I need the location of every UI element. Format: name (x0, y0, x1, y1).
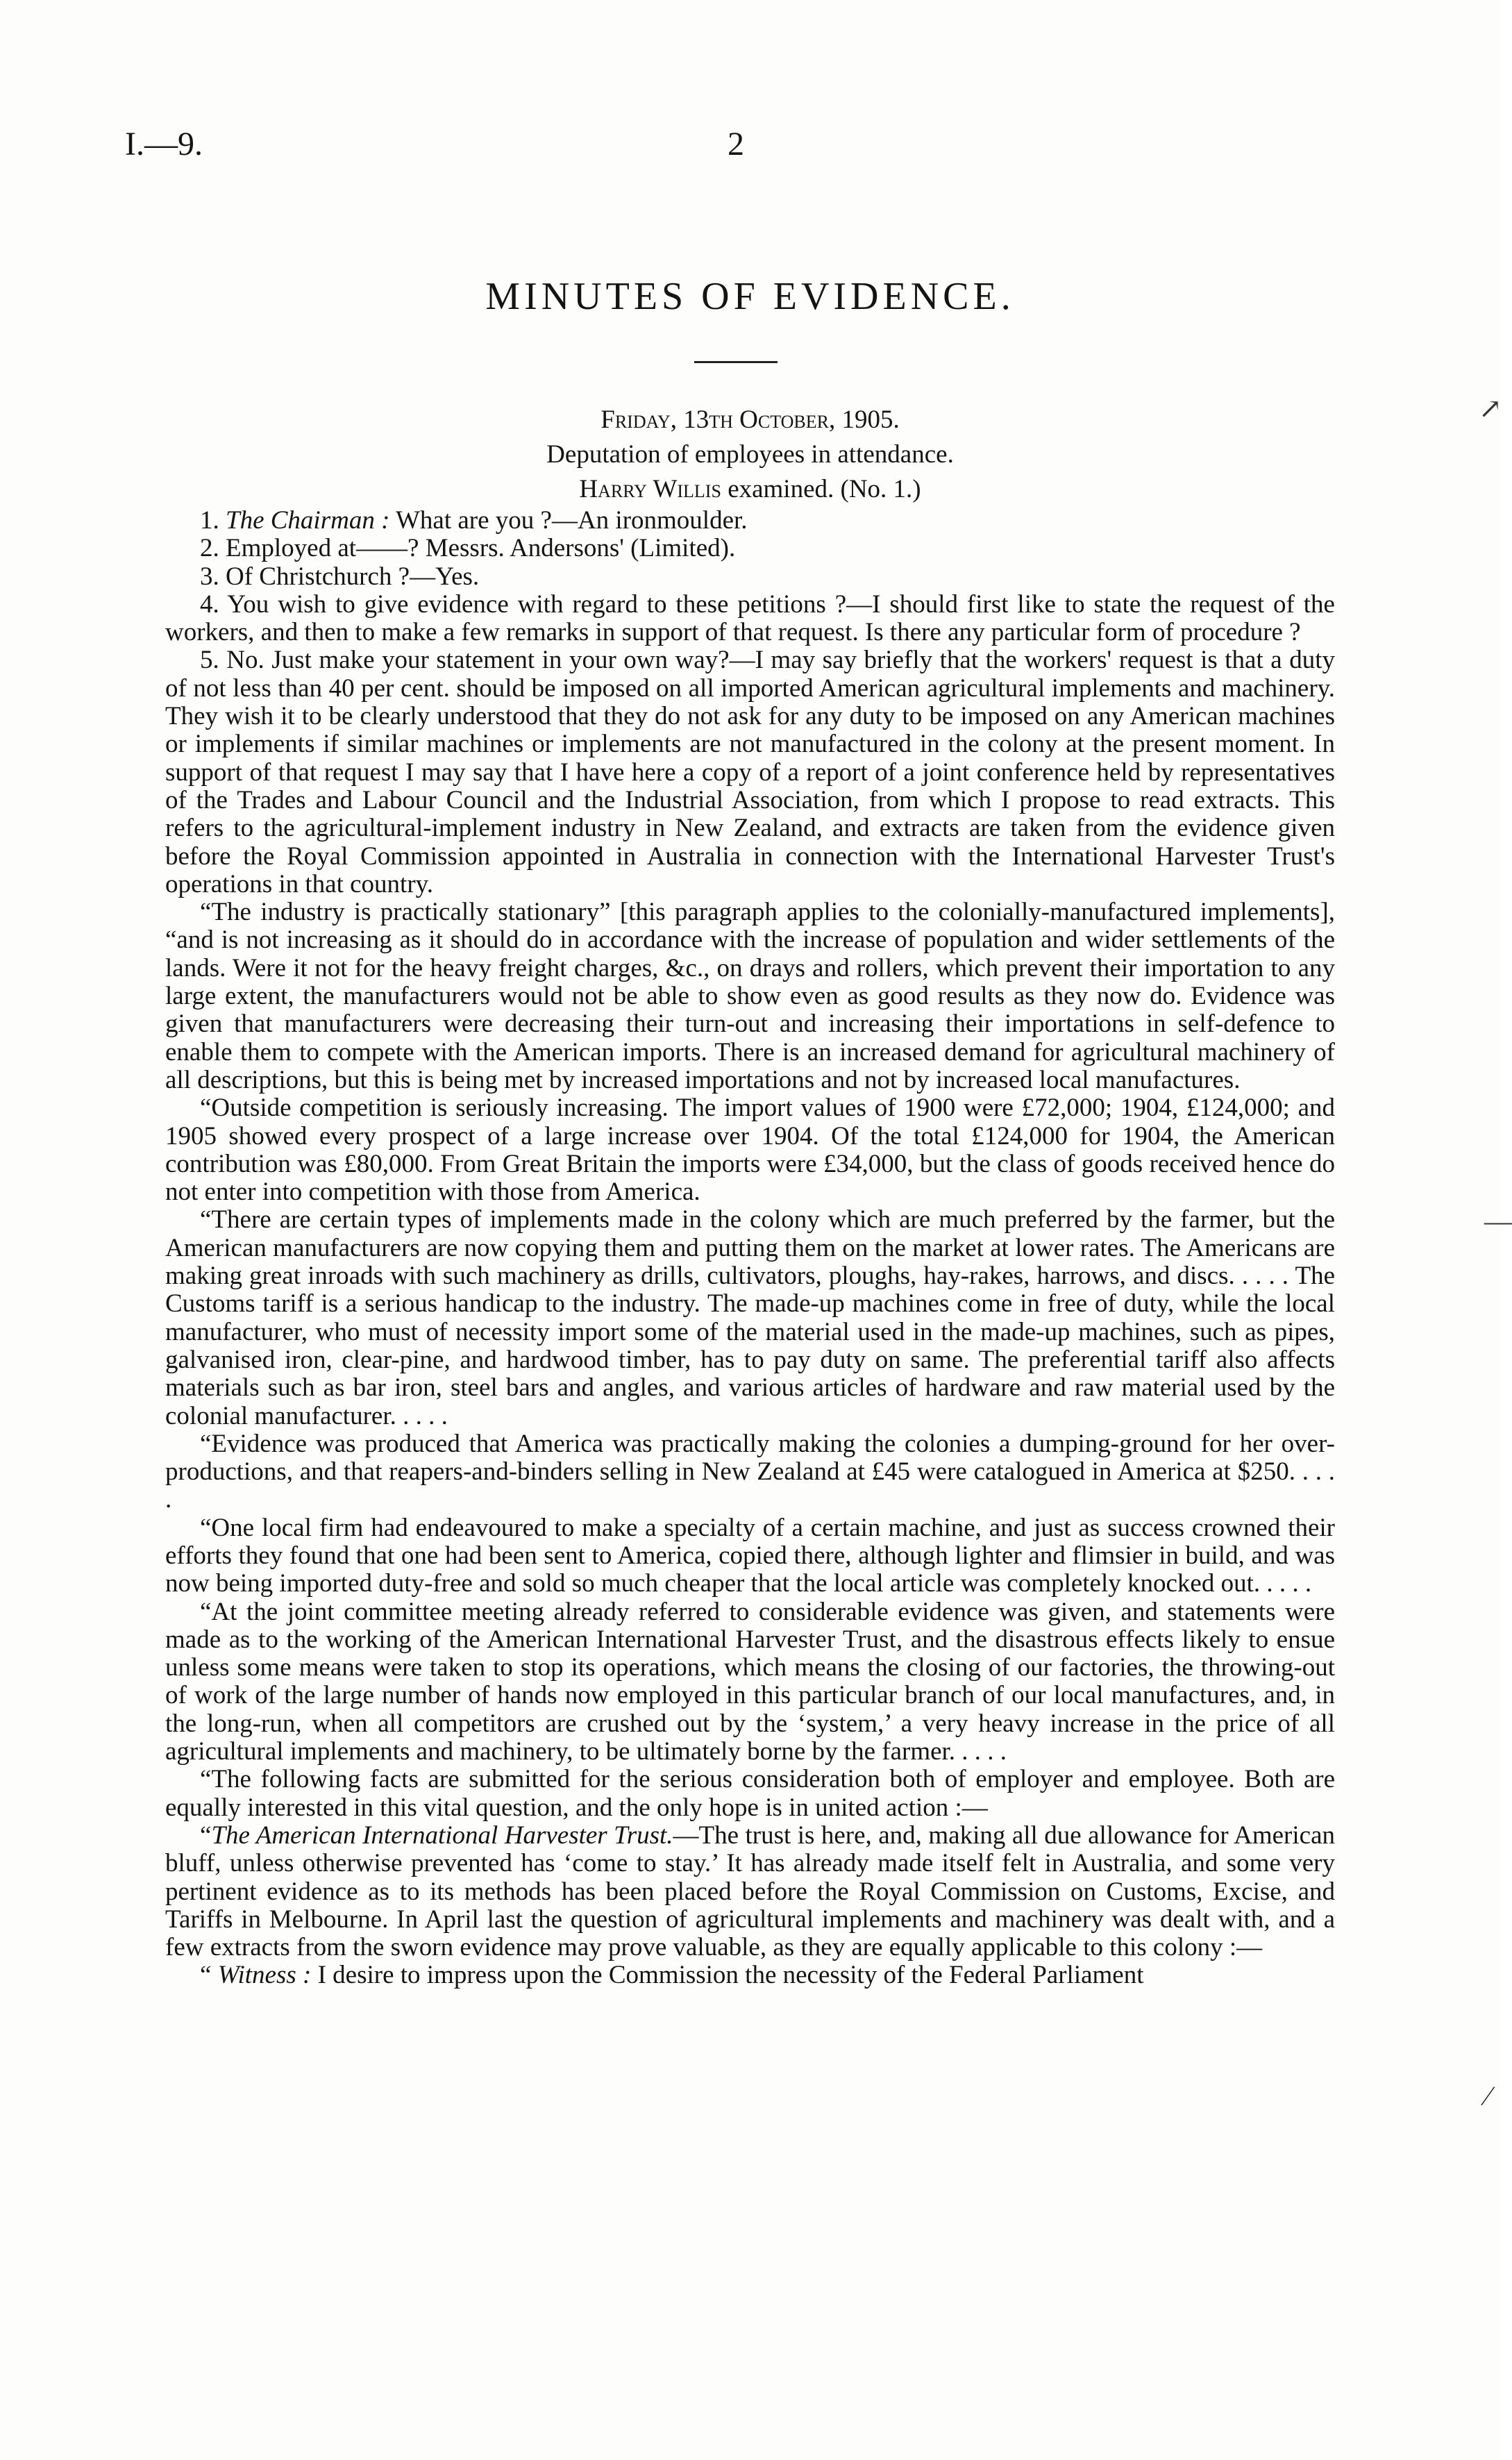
margin-mark-icon: ⁄ (1486, 2080, 1490, 2111)
evidence-body (165, 507, 1335, 1990)
question-2 (165, 535, 1335, 562)
title-rule (694, 361, 778, 363)
speaker-label: The Chairman : (226, 506, 390, 535)
question-1 (165, 507, 1335, 535)
question-text: No. Just make your statement in your own way?—I may say briefly that the workers' request is that a duty of not less than 40 per cent. should be imposed on all imported American agricultural implements and machinery. They wish it to be clearly understood that they do not ask for any duty to be imposed on any American machines or implements if similar machines or implements are not manufactured in the colony at the present moment. In support of that request I may say that I have here a copy of a report of a joint conference held by representatives of the Trades and Labour Council and the Industrial Association, from which I propose to read extracts. This refers to the agricultural-implement industry in New Zealand, and extracts are taken from the evidence given before the Royal Commission appointed in Australia in connection with the International Harvester Trust's operations in that country. (165, 646, 1335, 898)
witness-line (0, 472, 1500, 507)
page-number: 2 (728, 126, 744, 162)
trust-text: —The trust is here, and, making all due allowance for American bluff, unless otherwise prevented has ‘come to stay.’ It has already made itself felt in Australia, and some very pertinent evidence as to its methods has been placed before the Royal Commission on Customs, Excise, and Tariffs in Melbourne. In April last the question of agricultural implements and machinery was dealt with, and a few extracts from the sworn evidence may prove valuable, as they are equally applicable to this colony :— (165, 1821, 1335, 1962)
question-number: 3. (200, 562, 219, 591)
question-4 (165, 591, 1335, 647)
witness-examined: examined. (No. 1.) (721, 475, 921, 503)
question-number: 1. (200, 506, 219, 535)
witness-name: Harry Willis (579, 475, 721, 503)
question-text: You wish to give evidence with regard to these petitions ?—I should first like to state the request of the workers, and then to make a few remarks in support of that request. Is there any particular form of procedure ? (165, 589, 1335, 647)
question-number: 4. (200, 589, 219, 619)
extract-paragraph: “At the joint committee meeting already referred to considerable evidence was given, and statements were made as to the working of the American International Harvester Trust, and the disastrous effects likely to ensue unless some means were taken to stop its operations, which means the closing of our factories, the throwing-out of work of the large number of hands now employed in this particular branch of our local manufactures, and, in the long-run, when all competitors are crushed out by the ‘system,’ a very heavy increase in the price of all agricultural implements and machinery, to be ultimately borne by the farmer. . . . . (165, 1597, 1335, 1766)
extract-paragraph: “There are certain types of implements made in the colony which are much preferred by the farmer, but the American manufacturers are now copying them and putting them on the market at lower rates. The Americans are making great inroads with such machinery as drills, cultivators, ploughs, hay-rakes, harrows, and discs. . . . . The Customs tariff is a serious handicap to the industry. The made-up machines come in free of duty, while the local manufacturer, who must of necessity import some of the material used in the made-up machines, such as pipes, galvanised iron, clear-pine, and hardwood timber, has to pay duty on same. The preferential tariff also affects materials such as bar iron, steel bars and angles, and various articles of hardware and raw material used by the colonial manufacturer. . . . . (165, 1205, 1335, 1430)
session-date: Friday, 13th October, 1905. (600, 405, 900, 434)
document-reference: I.—9. (125, 126, 203, 162)
extract-paragraph: “Outside competition is seriously increasing. The import values of 1900 were £72,000; 1904, £124,000; and 1905 showed every prospect of a large increase over 1904. Of the total £124,000 for 1904, the American contribution was £80,000. From Great Britain the imports were £34,000, but the class of goods received hence do not enter into competition with those from America. (165, 1094, 1335, 1207)
page-header (125, 125, 1354, 174)
question-5 (165, 646, 1335, 898)
witness-paragraph: “ Witness : I desire to impress upon the Commission the necessity of the Federal Parliament (200, 1961, 1144, 1990)
witness-text: I desire to impress upon the Commission the necessity of the Federal Parliament (311, 1961, 1144, 1990)
session-info (0, 403, 1500, 507)
extract-paragraph: “Evidence was produced that America was practically making the colonies a dumping-ground for her over-productions, and that reapers-and-binders selling in New Zealand at £45 were catalogued in America at $250. . . . . (165, 1429, 1335, 1514)
deputation-note: Deputation of employees in attendance. (546, 440, 954, 469)
question-number: 2. (200, 534, 219, 563)
question-3 (165, 563, 1335, 591)
margin-mark-icon: ↗ (1479, 393, 1502, 424)
question-number: 5. (200, 646, 219, 675)
witness-label: Witness : (217, 1961, 312, 1990)
extract-paragraph: “The following facts are submitted for the serious consideration both of employer and employee. Both are equally interested in this vital question, and the only hope is in united action :— (165, 1765, 1335, 1822)
question-text: Of Christchurch ?—Yes. (226, 562, 480, 591)
page-title: MINUTES OF EVIDENCE. (485, 275, 1015, 318)
margin-mark-icon: — (1484, 1205, 1512, 1237)
question-text: Employed at——? Messrs. Andersons' (Limited). (226, 534, 736, 563)
extract-paragraph: “One local firm had endeavoured to make a specialty of a certain machine, and just as success crowned their efforts they found that one had been sent to America, copied there, although lighter and flimsier in build, and was now being imported duty-free and sold so much cheaper that the local article was completely knocked out. . . . . (165, 1513, 1335, 1598)
extract-paragraph: “The industry is practically stationary” [this paragraph applies to the colonially-manufactured implements], “and is not increasing as it should do in accordance with the increase of population and wider settlements of the lands. Were it not for the heavy freight charges, &c., on drays and rollers, which prevent their importation to any large extent, the manufacturers would not be able to show even as good results as they now do. Evidence was given that manufacturers were decreasing their turn-out and increasing their importations in self-defence to enable them to compete with the American imports. There is an increased demand for agricultural machinery of all descriptions, but this is being met by increased importations and not by increased local manufactures. (165, 898, 1335, 1094)
trust-heading: The American International Harvester Trust. (211, 1821, 673, 1850)
question-text: What are you ?—An ironmoulder. (389, 506, 748, 535)
trust-paragraph: “The American International Harvester Trust.—The trust is here, and, making all due allowance for American bluff, unless otherwise prevented has ‘come to stay.’ It has already made itself felt in Australia, and some very pertinent evidence as to its methods has been placed before the Royal Commission on Customs, Excise, and Tariffs in Melbourne. In April last the question of agricultural implements and machinery was dealt with, and a few extracts from the sworn evidence may prove valuable, as they are equally applicable to this colony :— (165, 1821, 1335, 1962)
